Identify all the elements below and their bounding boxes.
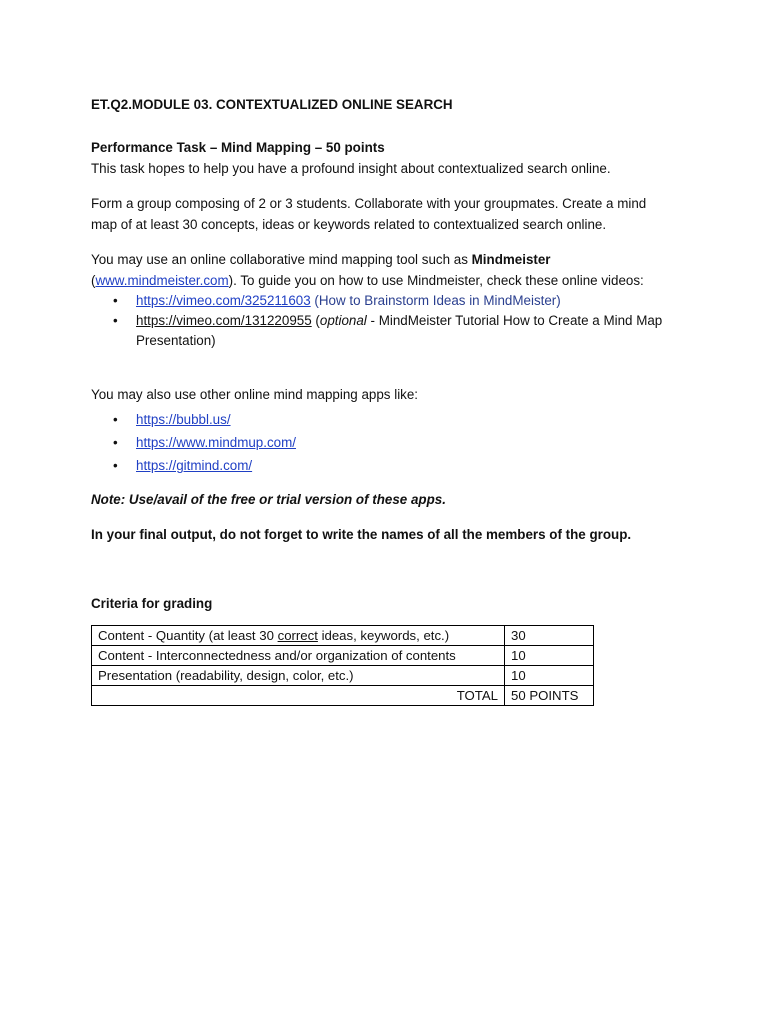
- grading-table: [91, 625, 594, 706]
- document-title: ET.Q2.MODULE 03. CONTEXTUALIZED ONLINE SEARCH: [91, 97, 453, 112]
- video-list: [91, 291, 768, 351]
- criterion-cell: [92, 626, 505, 646]
- video-link-1[interactable]: https://vimeo.com/325211603: [136, 293, 311, 308]
- list-item: [91, 311, 676, 351]
- mindmeister-link[interactable]: www.mindmeister.com: [95, 273, 229, 288]
- criteria-heading: Criteria for grading: [91, 596, 213, 611]
- other-apps-intro: You may also use other online mind mapping apps like:: [91, 387, 419, 402]
- criterion-text: Content - Quantity (at least 30: [98, 628, 278, 643]
- video-link-2[interactable]: https://vimeo.com/131220955: [136, 313, 312, 328]
- bullet-icon: •: [113, 293, 118, 308]
- tool-intro-suffix: ). To guide you on how to use Mindmeister, check these online videos:: [228, 273, 644, 288]
- gitmind-link[interactable]: https://gitmind.com/: [136, 458, 253, 473]
- bullet-icon: •: [113, 435, 118, 450]
- final-output-reminder: In your final output, do not forget to write the names of all the members of the group.: [91, 527, 632, 542]
- task-intro: This task hopes to help you have a profound insight about contextualized search online.: [91, 161, 611, 176]
- video-desc-2-open: (: [311, 313, 320, 328]
- note: Note: Use/avail of the free or trial version of these apps.: [91, 492, 446, 507]
- criterion-cell: Content - Interconnectedness and/or organization of contents: [92, 646, 505, 666]
- tool-intro: [91, 249, 681, 291]
- criterion-underlined: correct: [277, 628, 318, 643]
- table-row: [92, 646, 594, 666]
- task-heading: Performance Task – Mind Mapping – 50 points: [91, 140, 385, 155]
- table-row: [92, 626, 594, 646]
- other-apps-list: [91, 408, 768, 477]
- video-desc-1: (How to Brainstorm Ideas in MindMeister): [310, 293, 561, 308]
- tool-intro-prefix: You may use an online collaborative mind mapping tool such as: [91, 252, 472, 267]
- video-desc-2-rest: - MindMeister Tutorial How to Create a Mind Map Presentation): [136, 313, 663, 348]
- points-cell: 30: [505, 626, 594, 646]
- bullet-icon: •: [113, 412, 118, 427]
- list-item: [91, 431, 676, 454]
- task-instructions: Form a group composing of 2 or 3 students. Collaborate with your groupmates. Create a mind map of at least 30 concepts, ideas or keywords related to contextualized search online.: [91, 196, 647, 232]
- bubbl-link[interactable]: https://bubbl.us/: [136, 412, 231, 427]
- list-item: [91, 408, 676, 431]
- spacer: [91, 351, 768, 384]
- tool-name: Mindmeister: [471, 252, 551, 267]
- total-label: TOTAL: [92, 686, 505, 706]
- points-cell: 10: [505, 666, 594, 686]
- video-desc-2-optional: optional: [319, 313, 367, 328]
- list-item: [91, 291, 676, 311]
- tool-link-open: (: [91, 273, 96, 288]
- bullet-icon: •: [113, 313, 118, 328]
- criterion-cell: Presentation (readability, design, color, etc.): [92, 666, 505, 686]
- mindmup-link[interactable]: https://www.mindmup.com/: [136, 435, 296, 450]
- bullet-icon: •: [113, 458, 118, 473]
- criterion-text: ideas, keywords, etc.): [317, 628, 450, 643]
- table-row-total: [92, 686, 594, 706]
- list-item: [91, 454, 676, 477]
- points-cell: 10: [505, 646, 594, 666]
- table-row: [92, 666, 594, 686]
- total-points: 50 POINTS: [505, 686, 594, 706]
